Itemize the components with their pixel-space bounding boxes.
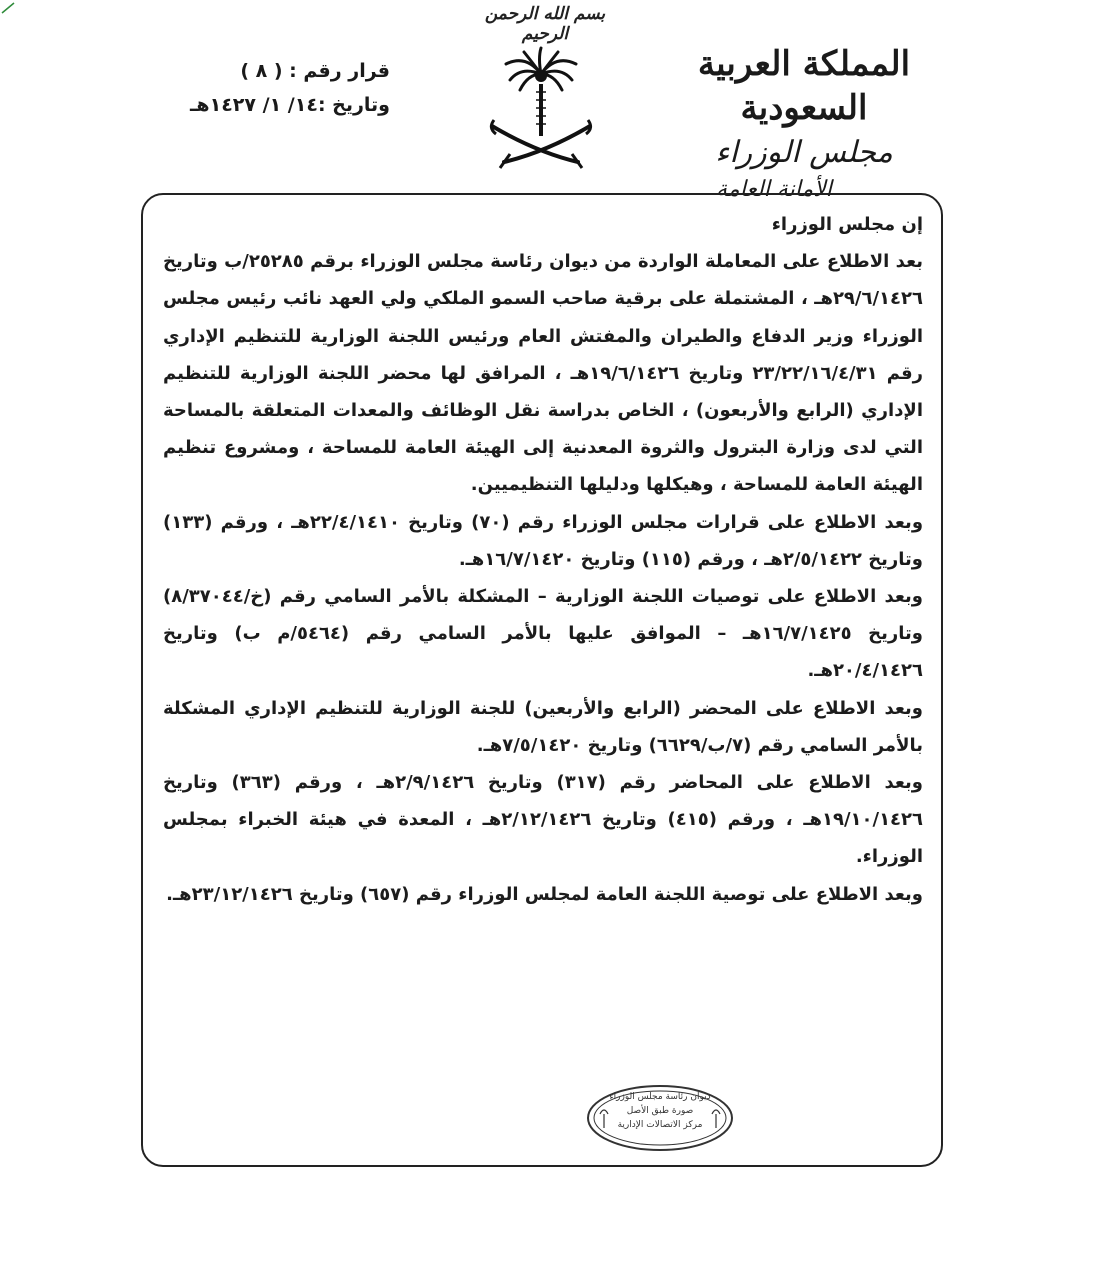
document-body [163, 206, 923, 913]
saudi-emblem-icon [486, 44, 596, 172]
issuer-block [654, 42, 954, 206]
paragraph: وبعد الاطلاع على المحاضر رقم (٣١٧) وتاريخ ٢/٩/١٤٢٦هـ ، ورقم (٣٦٣) وتاريخ ١٩/١٠/١٤٢٦هـ ، ورقم (٤١٥) وتاريخ ٢/١٢/١٤٢٦هـ ، المعدة في هيئة الخبراء بمجلس الوزراء. [163, 772, 924, 868]
decision-number: قرار رقم : ( ٨ ) [240, 60, 390, 82]
paragraph: وبعد الاطلاع على توصيات اللجنة الوزارية – المشكلة بالأمر السامي رقم (خ/٨/٣٧٠٤٤) وتاريخ ١٦/٧/١٤٢٥هـ – الموافق عليها بالأمر السامي رقم (٥٤٦٤/م ب) وتاريخ ٢٠/٤/١٤٢٦هـ. [163, 586, 923, 682]
stamp-line: صورة طبق الأصل [626, 1106, 694, 1116]
secretariat-name: الأمانة العامة [716, 177, 832, 202]
stamp-text [600, 1090, 720, 1132]
decision-date: وتاريخ :١٤/ ١/ ١٤٢٧هـ [189, 94, 390, 116]
decision-info [150, 54, 390, 122]
corner-mark [0, 0, 22, 14]
opening-line: إن مجلس الوزراء [771, 214, 923, 235]
stamp-line: مركز الاتصالات الإدارية [617, 1120, 703, 1130]
paragraph: بعد الاطلاع على المعاملة الواردة من ديوان رئاسة مجلس الوزراء برقم ٢٥٢٨٥/ب وتاريخ ٢٩/٦/١٤٢٦هـ ، المشتملة على برقية صاحب السمو الملكي ولي العهد نائب رئيس مجلس الوزراء وزير الدفاع والطيران والمفتش العام ورئيس اللجنة الوزارية للتنظيم الإداري رقم ٢٣/٢٢/١٦/٤/٣١ وتاريخ ١٩/٦/١٤٢٦هـ ، المرافق لها محضر اللجنة الوزارية للتنظيم الإداري (الرابع والأربعون) ، الخاص بدراسة نقل الوظائف والمعدات المتعلقة بالمساحة التي لدى وزارة البترول والثروة المعدنية إلى الهيئة العامة للمساحة ، ومشروع تنظيم الهيئة العامة للمساحة ، وهيكلها ودليلها التنظيميين. [163, 251, 924, 496]
paragraph: وبعد الاطلاع على توصية اللجنة العامة لمجلس الوزراء رقم (٦٥٧) وتاريخ ٢٣/١٢/١٤٢٦هـ. [166, 883, 923, 905]
stamp-line: ديوان رئاسة مجلس الوزراء [609, 1092, 711, 1102]
council-name: مجلس الوزراء [715, 135, 893, 170]
paragraph: وبعد الاطلاع على قرارات مجلس الوزراء رقم (٧٠) وتاريخ ٢٢/٤/١٤١٠هـ ، ورقم (١٣٣) وتاريخ ٢/٥/١٤٢٢هـ ، ورقم (١١٥) وتاريخ ١٦/٧/١٤٢٠هـ. [163, 511, 924, 570]
country-name: المملكة العربية السعودية [697, 44, 911, 128]
basmala: بسم الله الرحمن الرحيم [484, 4, 606, 44]
paragraph: وبعد الاطلاع على المحضر (الرابع والأربعين) للجنة الوزارية للتنظيم الإداري المشكلة بالأمر السامي رقم (٧/ب/٦٦٢٩) وتاريخ ٧/٥/١٤٢٠هـ. [163, 697, 923, 756]
